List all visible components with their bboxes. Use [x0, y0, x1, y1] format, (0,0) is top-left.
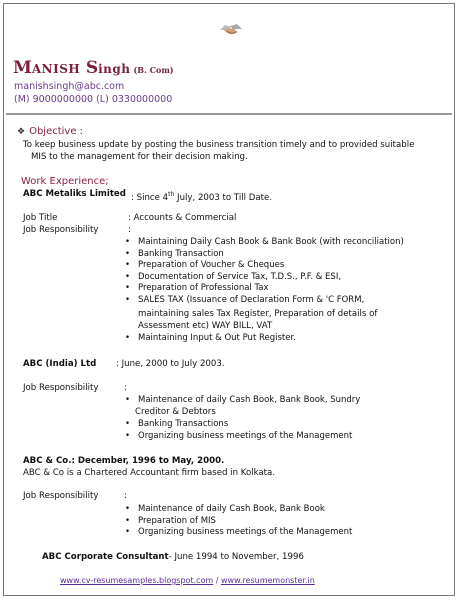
responsibility-list	[123, 237, 404, 307]
list-item: • Organizing business meetings of the Management	[123, 527, 352, 539]
job-company: ABC (India) Ltd	[23, 359, 97, 369]
list-item: • Preparation of MIS	[123, 516, 352, 528]
handshake-icon	[218, 16, 244, 42]
list-item: • Preparation of Voucher & Cheques	[123, 260, 404, 272]
list-item: • Organizing business meetings of the Management	[123, 431, 352, 443]
objective-text-line: To keep business update by posting the business transition timely and to provided suitable	[23, 140, 415, 150]
diamond-bullet-icon: ❖	[17, 127, 26, 137]
responsibility-list	[123, 333, 296, 345]
list-item: • Maintenance of daily Cash Book, Bank Book, Sundry	[123, 395, 360, 407]
job-responsibility-label: Job Responsibility	[23, 383, 99, 393]
list-item: • Banking Transactions	[123, 419, 352, 431]
job-title-value: : Accounts & Commercial	[128, 213, 237, 223]
degree: (B. Com)	[133, 65, 174, 75]
job-company: ABC Metaliks Limited	[23, 189, 126, 199]
list-item: • Maintenance of daily Cash Book, Bank Book	[123, 504, 352, 516]
job-company-dates: ABC & Co.: December, 1996 to May, 2000.	[23, 456, 225, 466]
email-line: manishsingh@abc.com	[14, 81, 125, 92]
list-item: • Documentation of Service Tax, T.D.S., P.F. & ESI,	[123, 272, 404, 284]
job-description: ABC & Co is a Chartered Accountant firm based in Kolkata.	[23, 468, 276, 478]
list-item-continuation: maintaining sales Tax Register, Preparation of details of	[138, 309, 378, 319]
objective-text-line: MIS to the management for their decision making.	[31, 152, 248, 162]
job-responsibility-colon: :	[124, 383, 127, 393]
job-responsibility-colon: :	[128, 225, 131, 235]
list-item: • Maintaining Daily Cash Book & Bank Book (with reconciliation)	[123, 237, 404, 249]
job-responsibility-label: Job Responsibility	[23, 491, 99, 501]
list-item: • SALES TAX (Issuance of Declaration Form & 'C FORM,	[123, 295, 404, 307]
job-company-dates: ABC Corporate Consultant- June 1994 to November, 1996	[42, 552, 304, 562]
responsibility-list	[123, 504, 352, 539]
candidate-name: MANISH Singh (B. Com)	[13, 58, 174, 78]
job-responsibility-label: Job Responsibility	[23, 225, 99, 235]
job-dates: : Since 4th July, 2003 to Till Date.	[131, 191, 273, 203]
job-dates: : June, 2000 to July 2003.	[116, 359, 225, 369]
work-experience-heading: Work Experience;	[21, 176, 109, 187]
list-item: • Preparation of Professional Tax	[123, 283, 404, 295]
list-item: • Banking Transaction	[123, 249, 404, 261]
responsibility-list	[123, 395, 360, 407]
objective-heading: ❖ Objective :	[17, 126, 84, 137]
footer-link-1[interactable]: www.cv-resumesamples.blogspot.com	[60, 576, 214, 585]
responsibility-list	[123, 419, 352, 442]
phone-line: (M) 9000000000 (L) 0330000000	[14, 94, 173, 105]
list-item-continuation: Creditor & Debtors	[135, 407, 216, 417]
list-item-continuation: Assessment etc) WAY BILL, VAT	[138, 321, 273, 331]
header-divider	[6, 113, 452, 115]
job-title-label: Job Title	[23, 213, 58, 223]
footer-links: www.cv-resumesamples.blogspot.com / www.resumemonster.in	[60, 576, 315, 585]
footer-link-2[interactable]: www.resumemonster.in	[221, 576, 315, 585]
job-responsibility-colon: :	[124, 491, 127, 501]
list-item: • Maintaining Input & Out Put Register.	[123, 333, 296, 345]
